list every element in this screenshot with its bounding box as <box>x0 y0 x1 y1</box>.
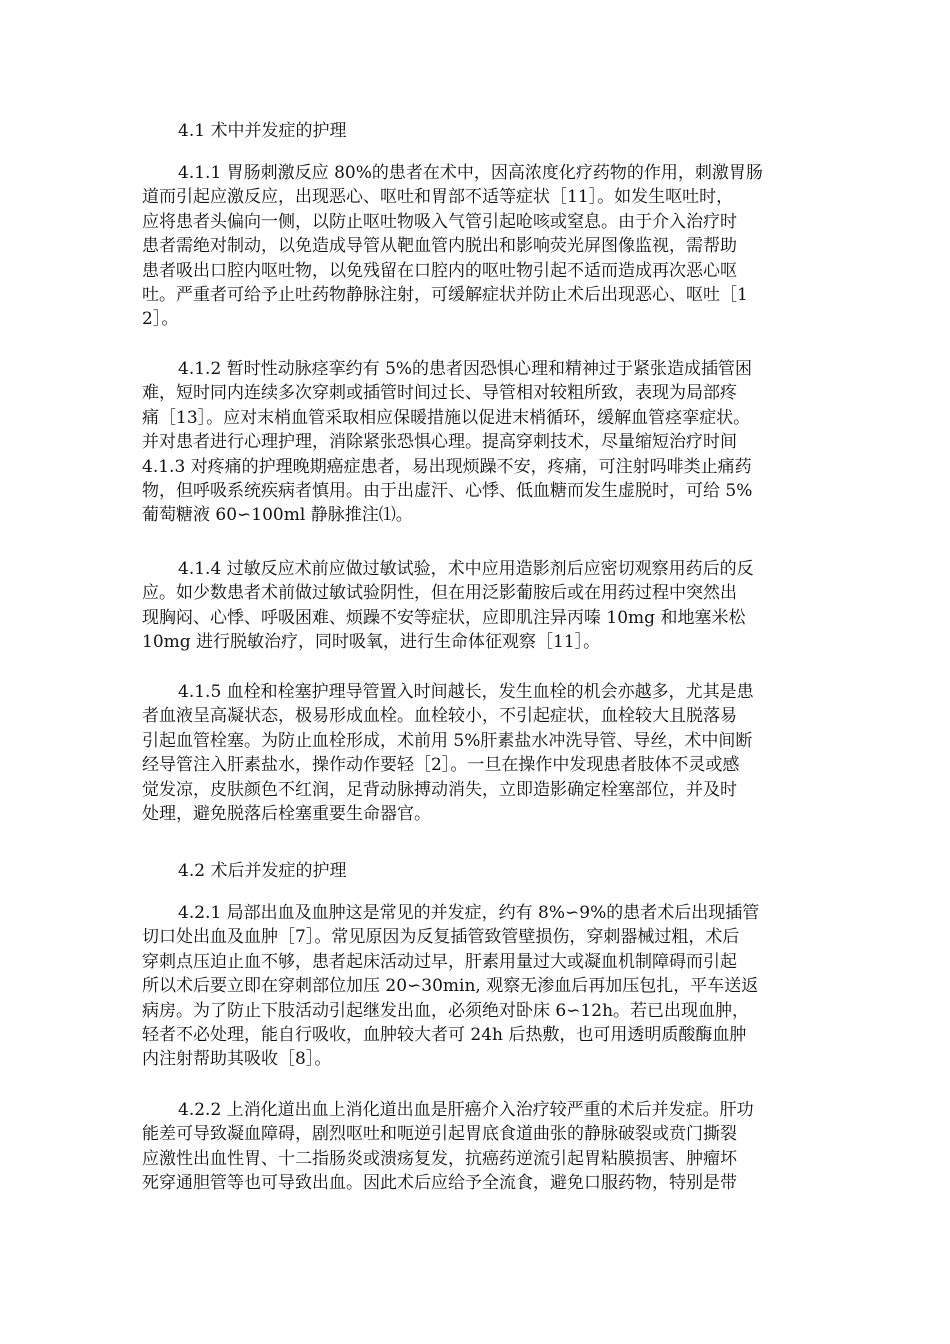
paragraph-line: 内注射帮助其吸收［8］。 <box>142 1049 332 1070</box>
paragraph-line: 难，短时同内连续多次穿刺或插管时间过长、导管相对较粗所致，表现为局部疼 <box>142 383 737 404</box>
paragraph-line: 痛［13］。应对末梢血管采取相应保暖措施以促进末梢循环，缓解血管痉挛症状。 <box>142 407 751 428</box>
paragraph-line: 经导管注入肝素盐水，操作动作要轻［2］。一旦在操作中发现患者肢体不灵或感 <box>142 755 740 776</box>
paragraph-4-1-2 <box>142 357 752 528</box>
paragraph-line: 应。如少数患者术前做过敏试验阴性，但在用泛影葡胺后或在用药过程中突然出 <box>142 583 737 604</box>
section-heading-4-1: 4.1 术中并发症的护理 <box>178 121 347 141</box>
paragraph-line: 吐。严重者可给予止吐药物静脉注射，可缓解症状并防止术后出现恶心、呕吐［1 <box>142 284 748 305</box>
paragraph-line: 病房。为了防止下肢活动引起继发出血，必须绝对卧床 6∽12h。若已出现血肿， <box>142 1000 750 1021</box>
paragraph-4-2-1 <box>142 901 759 1072</box>
paragraph-line: 道而引起应激反应，出现恶心、呕吐和胃部不适等症状［11］。如发生呕吐时， <box>142 187 734 208</box>
paragraph-line: 葡萄糖液 60∽100ml 静脉推注⑴。 <box>142 505 413 526</box>
paragraph-line: 4.1.5 血栓和栓塞护理导管置入时间越长，发生血栓的机会亦越多，尤其是患 <box>178 682 754 702</box>
paragraph-4-1-1 <box>142 161 763 332</box>
paragraph-line: 10mg 进行脱敏治疗，同时吸氧，进行生命体征观察［11］。 <box>142 632 601 653</box>
paragraph-line: 穿刺点压迫止血不够，患者起床活动过早，肝素用量过大或凝血机制障碍而引起 <box>142 951 737 972</box>
paragraph-4-2-2 <box>142 1098 754 1196</box>
paragraph-line: 所以术后要立即在穿刺部位加压 20∽30min, 观察无渗血后再加压包扎，平车送返 <box>142 976 759 997</box>
paragraph-line: 应将患者头偏向一侧，以防止呕吐物吸入气管引起呛咳或窒息。由于介入治疗时 <box>142 211 737 232</box>
paragraph-line: 2］。 <box>142 309 179 330</box>
paragraph-line: 4.1.2 暂时性动脉痉挛约有 5%的患者因恐惧心理和精神过于紧张造成插管困 <box>178 359 753 379</box>
paragraph-line: 者血液呈高凝状态，极易形成血栓。血栓较小，不引起症状，血栓较大且脱落易 <box>142 706 737 727</box>
paragraph-line: 物，但呼吸系统疾病者慎用。由于出虚汗、心悸、低血糖而发生虚脱时，可给 5% <box>142 480 753 501</box>
paragraph-line: 4.2.1 局部出血及血肿这是常见的并发症，约有 8%∽9%的患者术后出现插管 <box>178 903 760 923</box>
paragraph-line: 引起血管栓塞。为防止血栓形成，术前用 5%肝素盐水冲洗导管、导丝，术中间断 <box>142 730 753 751</box>
paragraph-line: 处理，避免脱落后栓塞重要生命器官。 <box>142 803 431 824</box>
paragraph-line: 应激性出血性胃、十二指肠炎或溃疡复发，抗癌药逆流引起胃粘膜损害、肿瘤坏 <box>142 1148 737 1169</box>
paragraph-line: 并对患者进行心理护理，消除紧张恐惧心理。提高穿刺技术，尽量缩短治疗时间 <box>142 432 737 453</box>
paragraph-line: 4.1.3 对疼痛的护理晚期癌症患者，易出现烦躁不安，疼痛，可注射吗啡类止痛药 <box>142 456 752 477</box>
paragraph-4-1-4 <box>142 557 754 655</box>
paragraph-line: 轻者不必处理，能自行吸收，血肿较大者可 24h 后热敷，也可用透明质酸酶血肿 <box>142 1024 747 1045</box>
paragraph-line: 能差可导致凝血障碍，剧烈呕吐和呃逆引起胃底食道曲张的静脉破裂或贲门撕裂 <box>142 1124 737 1145</box>
paragraph-line: 患者需绝对制动，以免造成导管从靶血管内脱出和影响荧光屏图像监视，需帮助 <box>142 236 737 257</box>
paragraph-4-1-5 <box>142 680 754 826</box>
paragraph-line: 觉发凉，皮肤颜色不红润，足背动脉搏动消失，立即造影确定栓塞部位，并及时 <box>142 779 737 800</box>
paragraph-line: 死穿通胆管等也可导致出血。因此术后应给予全流食，避免口服药物，特别是带 <box>142 1173 737 1194</box>
paragraph-line: 4.1.4 过敏反应术前应做过敏试验，术中应用造影剂后应密切观察用药后的反 <box>178 559 754 579</box>
paragraph-line: 4.1.1 胃肠刺激反应 80%的患者在术中，因高浓度化疗药物的作用，刺激胃肠 <box>178 163 763 183</box>
paragraph-line: 患者吸出口腔内呕吐物，以免残留在口腔内的呕吐物引起不适而造成再次恶心呕 <box>142 260 737 281</box>
paragraph-line: 现胸闷、心悸、呼吸困难、烦躁不安等症状，应即肌注异丙嗪 10mg 和地塞米松 <box>142 607 746 628</box>
paragraph-line: 切口处出血及血肿［7］。常见原因为反复插管致管壁损伤，穿刺器械过粗，术后 <box>142 927 740 948</box>
paragraph-line: 4.2.2 上消化道出血上消化道出血是肝癌介入治疗较严重的术后并发症。肝功 <box>178 1100 754 1120</box>
section-heading-4-2: 4.2 术后并发症的护理 <box>178 861 347 881</box>
